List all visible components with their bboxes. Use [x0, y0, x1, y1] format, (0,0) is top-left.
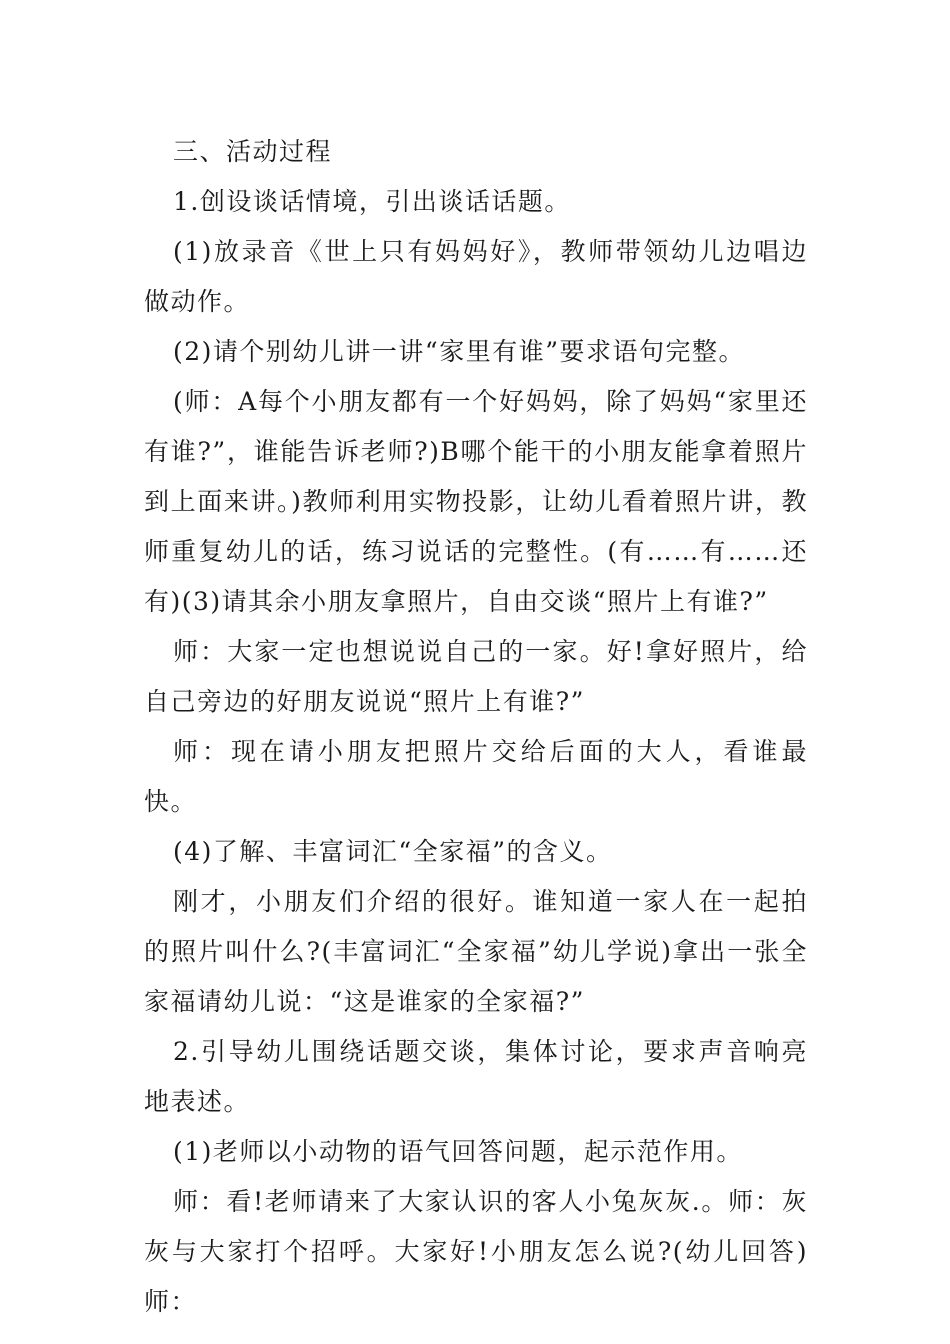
paragraph-1: 1.创设谈话情境，引出谈话话题。 — [173, 187, 571, 216]
paragraph-7: (4)了解、丰富词汇“全家福”的含义。 — [173, 837, 613, 866]
paragraph-8: 刚才，小朋友们介绍的很好。谁知道一家人在一起拍的照片叫什么?(丰富词汇“全家福”幼儿学说)拿出一张全家福请幼儿说：“这是谁家的全家福?” — [144, 887, 808, 1016]
paragraph-6: 师：现在请小朋友把照片交给后面的大人，看谁最快。 — [144, 737, 808, 816]
paragraph-9: 2.引导幼儿围绕话题交谈，集体讨论，要求声音响亮地表述。 — [144, 1037, 808, 1116]
paragraph-2: (1)放录音《世上只有妈妈好》，教师带领幼儿边唱边做动作。 — [144, 237, 808, 316]
paragraph-11: 师：看!老师请来了大家认识的客人小兔灰灰.。师：灰灰与大家打个招呼。大家好!小朋友怎么说?(幼儿回答)师： — [144, 1187, 808, 1316]
section-heading: 三、活动过程 — [173, 137, 333, 166]
document-body — [144, 127, 808, 1327]
paragraph-10: (1)老师以小动物的语气回答问题，起示范作用。 — [173, 1137, 743, 1166]
paragraph-4: (师：A每个小朋友都有一个好妈妈，除了妈妈“家里还有谁?”，谁能告诉老师?)B哪个能干的小朋友能拿着照片到上面来讲。)教师利用实物投影，让幼儿看着照片讲，教师重复幼儿的话，练习说话的完整性。(有……有……还有)(3)请其余小朋友拿照片，自由交谈“照片上有谁?” — [144, 387, 808, 616]
paragraph-5: 师：大家一定也想说说自己的一家。好!拿好照片，给自己旁边的好朋友说说“照片上有谁?” — [144, 637, 808, 716]
paragraph-3: (2)请个别幼儿讲一讲“家里有谁”要求语句完整。 — [173, 337, 745, 366]
